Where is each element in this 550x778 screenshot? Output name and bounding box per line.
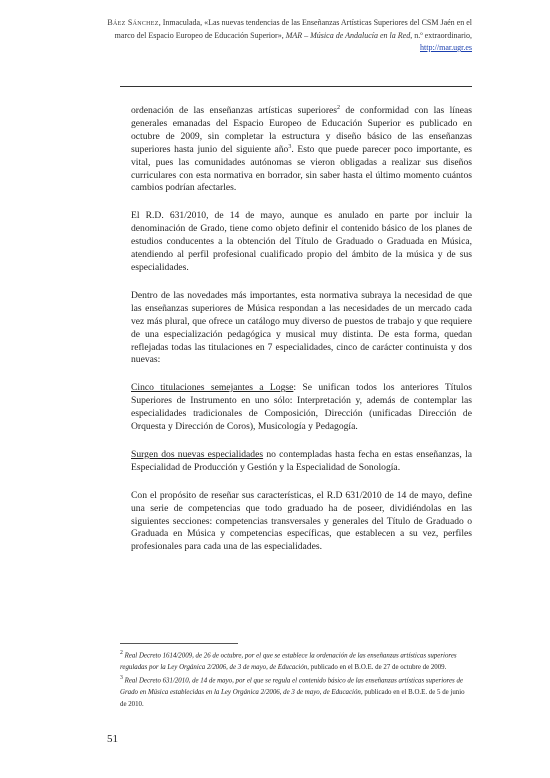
p1-text-b: de conformidad con las líneas generales emanadas del Espacio Europeo de Educación Superior es publicado en octubre de 2009, sin completar la estructura y diseño básico de las enseñanzas superiores hasta junio del siguiente año <box>131 105 473 155</box>
footnote-ref-3[interactable]: 3 <box>288 143 292 150</box>
paragraph-2: El R.D. 631/2010, de 14 de mayo, aunque es anulado en parte por incluir la denominación de Grado, tiene como objeto definir el contenido básico de los planes de estudios conducentes a la obtención del Título de Graduado o Graduada en Música, atendiendo al perfil profesional cualificado propio del ámbito de la música y de sus especialidades. <box>131 210 472 273</box>
footnote-ref-2[interactable]: 2 <box>337 104 341 111</box>
footnote-2 <box>120 648 472 673</box>
paragraph-6: Con el propósito de reseñar sus características, el R.D 631/2010 de 14 de mayo, define una serie de competencias que todo graduado ha de poseer, dividiéndolas en las siguientes secciones: competencias transversales y generales del Título de Graduado o Graduada en Música y competencias específicas, que establecen a su vez, perfiles profesionales para cada una de las especialidades. <box>131 489 472 553</box>
header-line2: CSM Jaén en el marco del Espacio Europeo de Educación Superior», <box>114 18 472 40</box>
footnote-2-rest: , publicado en el B.O.E. de 27 de octubre de 2009. <box>307 663 447 671</box>
page-number: 51 <box>107 733 118 745</box>
footnote-2-number: 2 <box>120 650 123 656</box>
paragraph-3: Dentro de las novedades más importantes, esta normativa subraya la necesidad de que las enseñanzas superiores de Música respondan a las necesidades de un mercado cada vez más plural, que ofrece un catálogo muy diverso de puestos de trabajo y que requiere de una especialización pedagógica y musical muy distinta. De esta forma, quedan reflejadas todas las titulaciones en 7 especialidades, cinco de carácter continuista y dos nuevas: <box>131 289 472 366</box>
paragraph-5 <box>131 449 472 475</box>
p5-underlined: Surgen dos nuevas especialidades <box>131 448 264 460</box>
header-author: Báez Sánchez <box>107 18 159 27</box>
p4-rest: : Se unifican todos los anteriores Títulos Superiores de Instrumento en uno sólo: Interpretación y, además de contemplar las especialidades tradicionales de Composición, Dirección (unificadas Dirección de Orquesta y Dirección de Coros), Musicología y Pedagogía. <box>131 382 472 433</box>
main-text <box>131 105 472 569</box>
p1-text-a: ordenación de las enseñanzas artísticas superiores <box>131 105 338 116</box>
footnote-2-title: Real Decreto 1614/2009, de 26 de octubre, por el que se establece la ordenación de las enseñanzas artísticas superiores reguladas por la Ley Orgánica 2/2006, de 3 de mayo, de Educación <box>120 652 457 671</box>
header-journal: MAR – Música de Andalucía en la Red <box>285 30 411 40</box>
p5-rest: no contempladas hasta fecha en estas enseñanzas, la Especialidad de Producción y Gestión y la Especialidad de Sonología. <box>131 448 472 473</box>
footnote-3-title: Real Decreto 631/2010, de 14 de mayo, por el que se regula el contenido básico de las enseñanzas artísticas superiores de Grado en Música establecidas en la Ley Orgánica 2/2006, de 3 de mayo, de Educación <box>120 677 463 697</box>
paragraph-4 <box>131 382 472 434</box>
footnote-3 <box>120 673 472 710</box>
header-url-link[interactable]: http://mar.ugr.es <box>420 43 472 52</box>
header-issue: , n.º extraordinario, <box>410 30 472 40</box>
footnote-3-number: 3 <box>120 675 123 682</box>
paragraph-1 <box>131 105 472 195</box>
p4-underlined: Cinco titulaciones semejantes a Logse <box>131 382 294 394</box>
footnote-3-rest: , publicado en el B.O.E. de 5 de junio de 2010. <box>120 689 465 708</box>
footnotes <box>120 648 472 710</box>
header-rule <box>120 86 472 87</box>
p1-text-c: . Esto que puede parecer poco importante, es vital, pues las comunidades autónomas se vieron obligadas a realizar sus diseños curriculares con esta normativa en borrador, sin saber hasta el último momento cuántos cambios podrían afectarles. <box>131 143 472 194</box>
header-line1: , Inmaculada, «Las nuevas tendencias de las Enseñanzas Artísticas Superiores del <box>158 18 420 27</box>
running-header <box>100 17 472 55</box>
footnote-rule <box>120 643 238 644</box>
